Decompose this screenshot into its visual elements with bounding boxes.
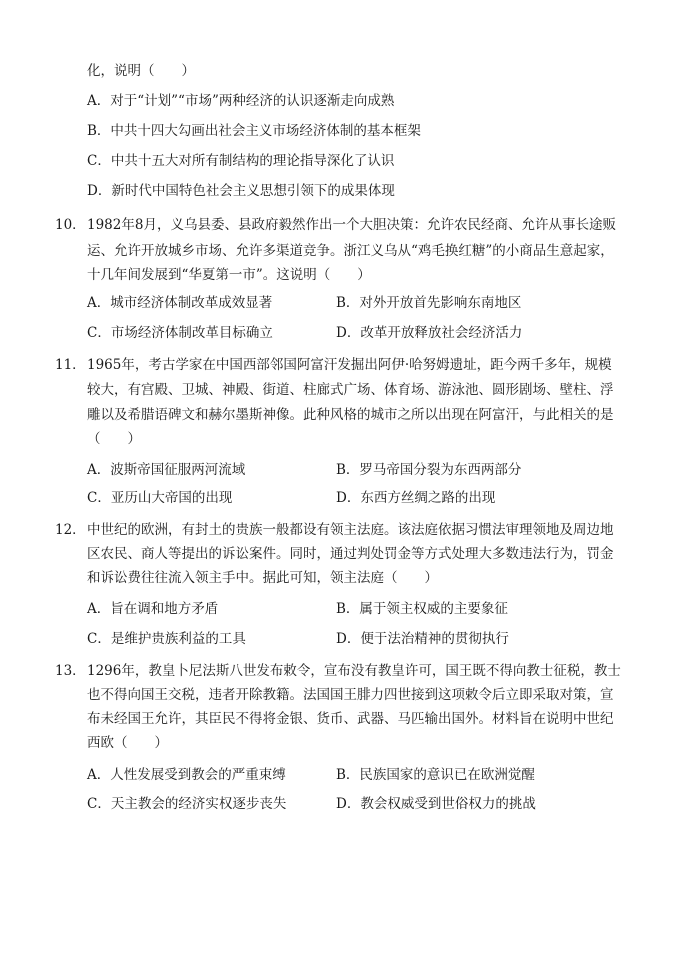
q13-stem-line-1: 1296年，教皇卜尼法斯八世发布敕令，宣布没有教皇许可，国王既不得向教士征税，教士 <box>87 663 621 679</box>
q11-stem-line-1: 1965年，考古学家在中国西部邻国阿富汗发掘出阿伊·哈努姆遗址，距今两千多年，规模 <box>87 357 612 373</box>
q9-option-d[interactable]: D．新时代中国特色社会主义思想引领下的成果体现 <box>87 183 395 199</box>
q13-option-b[interactable]: B．民族国家的意识已在欧洲觉醒 <box>336 767 535 783</box>
q13-stem-line-3: 布未经国王允许，其臣民不得将金银、货币、武器、马匹输出国外。材料旨在说明中世纪 <box>87 711 614 727</box>
q11-stem-line-3: 雕以及希腊语碑文和赫尔墨斯神像。此种风格的城市之所以出现在阿富汗，与此相关的是 <box>87 407 614 423</box>
q13-option-d[interactable]: D．教会权威受到世俗权力的挑战 <box>336 796 536 812</box>
q12-option-a[interactable]: A．旨在调和地方矛盾 <box>87 601 219 617</box>
q12-stem-line-2: 区农民、商人等提出的诉讼案件。同时，通过判处罚金等方式处理大多数违法行为，罚金 <box>87 546 614 562</box>
q9-stem-line: 化，说明（ ） <box>87 63 195 79</box>
q13-stem-line-4: 西欧（ ） <box>87 735 168 751</box>
q11-number: 11． <box>55 357 86 373</box>
q12-option-c[interactable]: C．是维护贵族利益的工具 <box>87 631 246 647</box>
q13-number: 13． <box>55 663 86 679</box>
q9-option-c[interactable]: C．中共十五大对所有制结构的理论指导深化了认识 <box>87 153 395 169</box>
q13-option-a[interactable]: A．人性发展受到教会的严重束缚 <box>87 767 286 783</box>
q11-stem-line-4: （ ） <box>87 431 141 447</box>
q12-number: 12． <box>55 522 86 538</box>
q10-stem-line-3: 十几年间发展到“华夏第一市”。这说明（ ） <box>87 267 371 283</box>
q11-option-d[interactable]: D．东西方丝绸之路的出现 <box>336 490 496 506</box>
q11-option-a[interactable]: A．波斯帝国征服两河流域 <box>87 462 246 478</box>
q10-stem-line-1: 1982年8月，义乌县委、县政府毅然作出一个大胆决策：允许农民经商、允许从事长途贩 <box>87 217 616 233</box>
q10-option-d[interactable]: D．改革开放释放社会经济活力 <box>336 325 523 341</box>
q11-option-b[interactable]: B．罗马帝国分裂为东西两部分 <box>336 462 522 478</box>
q13-stem-line-2: 也不得向国王交税，违者开除教籍。法国国王腓力四世接到这项敕令后立即采取对策，宣 <box>87 687 614 703</box>
q12-option-d[interactable]: D．便于法治精神的贯彻执行 <box>336 631 509 647</box>
q10-option-a[interactable]: A．城市经济体制改革成效显著 <box>87 295 273 311</box>
q10-option-c[interactable]: C．市场经济体制改革目标确立 <box>87 325 273 341</box>
q12-option-b[interactable]: B．属于领主权威的主要象征 <box>336 601 508 617</box>
q9-option-b[interactable]: B．中共十四大勾画出社会主义市场经济体制的基本框架 <box>87 123 421 139</box>
q11-option-c[interactable]: C．亚历山大帝国的出现 <box>87 490 233 506</box>
q12-stem-line-3: 和诉讼费往往流入领主手中。据此可知，领主法庭（ ） <box>87 570 438 586</box>
q10-stem-line-2: 运、允许开放城乡市场、允许多渠道竞争。浙江义乌从“鸡毛换红糖”的小商品生意起家， <box>87 243 614 259</box>
q13-option-c[interactable]: C．天主教会的经济实权逐步丧失 <box>87 796 287 812</box>
q10-number: 10． <box>55 217 86 233</box>
q9-option-a[interactable]: A．对于“计划”“市场”两种经济的认识逐渐走向成熟 <box>87 93 395 109</box>
q11-stem-line-2: 较大，有宫殿、卫城、神殿、街道、柱廊式广场、体育场、游泳池、圆形剧场、壁柱、浮 <box>87 382 614 398</box>
q12-stem-line-1: 中世纪的欧洲，有封土的贵族一般都设有领主法庭。该法庭依据习惯法审理领地及周边地 <box>87 522 614 538</box>
q10-option-b[interactable]: B．对外开放首先影响东南地区 <box>336 295 522 311</box>
